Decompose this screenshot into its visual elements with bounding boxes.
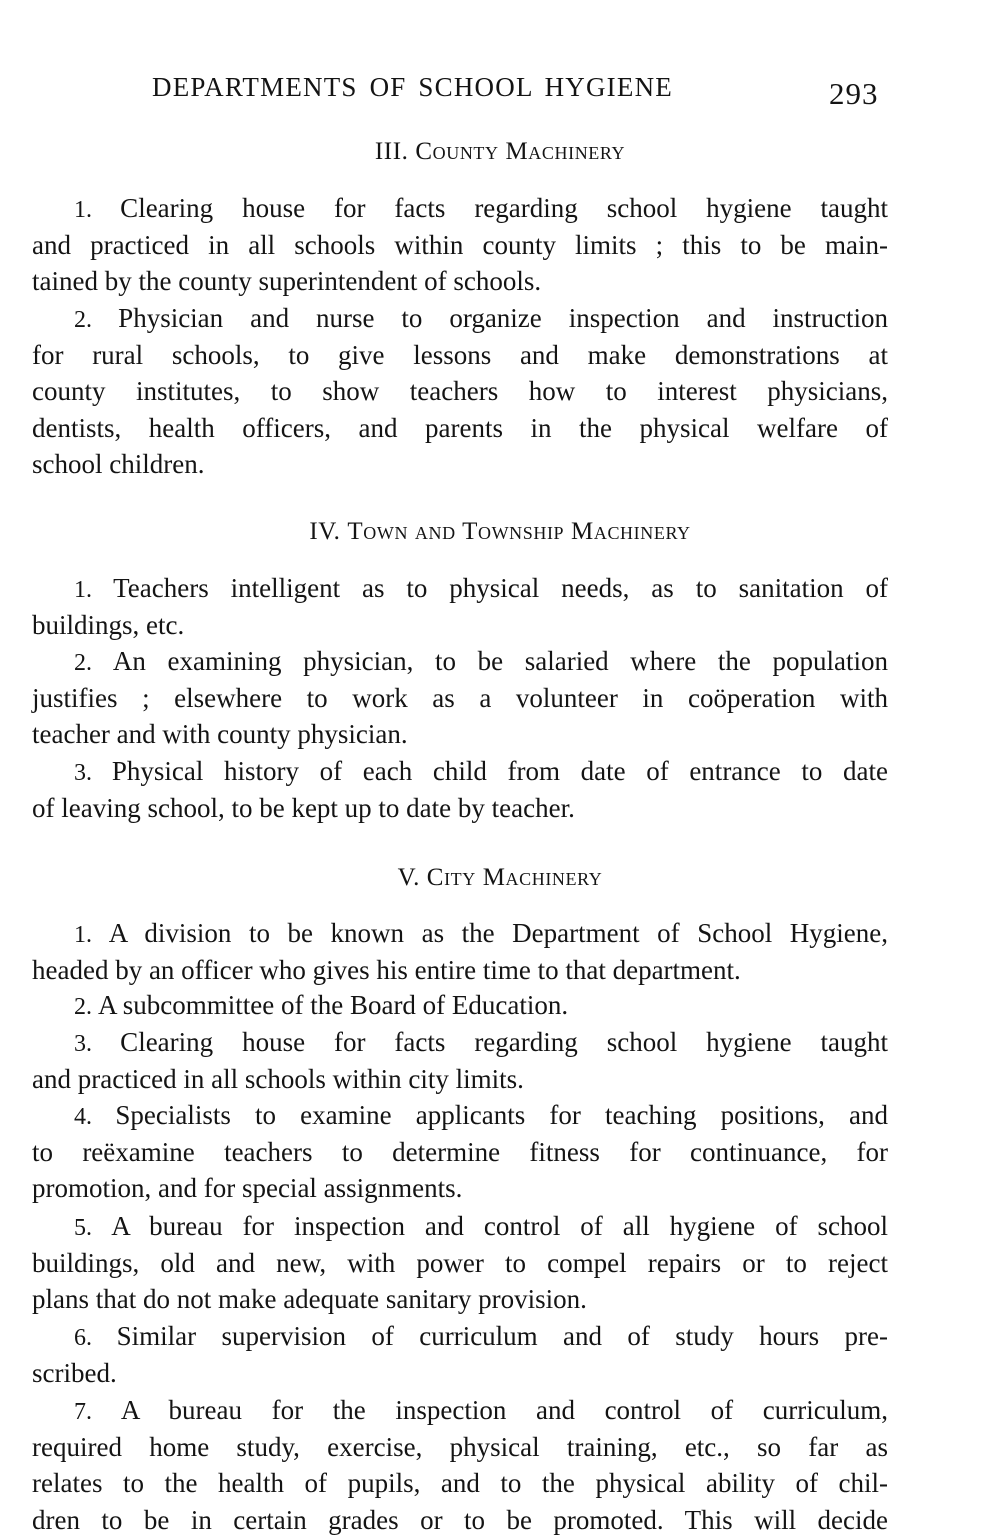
line-text: Physician and nurse to organize inspection and instruction [118, 303, 888, 333]
text-line [32, 1208, 888, 1245]
section-heading [0, 138, 1000, 166]
text-line [32, 446, 888, 483]
line-text: An examining physician, to be salaried where the population [113, 646, 888, 676]
line-text: teacher and with county physician. [32, 719, 408, 749]
line-text: to reëxamine teachers to determine fitness for continuance, for [32, 1137, 888, 1167]
line-text: buildings, old and new, with power to compel repairs or to reject [32, 1248, 888, 1278]
text-line [32, 1392, 888, 1429]
section-title: Town and Township Machinery [347, 518, 690, 545]
text-line [32, 1502, 888, 1538]
item-number: 1. [74, 922, 109, 948]
line-text: headed by an officer who gives his entire time to that department. [32, 955, 741, 985]
text-line [32, 753, 888, 790]
text-line [32, 1318, 888, 1355]
text-line [32, 1061, 888, 1098]
section-numeral: III. [375, 138, 415, 165]
list-item [32, 1024, 888, 1097]
list-item [32, 1318, 888, 1391]
line-text: A subcommittee of the Board of Education. [98, 990, 568, 1020]
text-line [32, 680, 888, 717]
item-number: 4. [74, 1104, 115, 1130]
line-text: A bureau for inspection and control of all hygiene of school [111, 1211, 888, 1241]
section-heading [0, 864, 1000, 892]
running-head [0, 72, 1000, 112]
line-text: Clearing house for facts regarding school hygiene taught [120, 1027, 888, 1057]
text-line [32, 952, 888, 989]
line-text: and practiced in all schools within county limits ; this to be main- [32, 230, 888, 260]
list-item [32, 1392, 888, 1538]
text-line [32, 570, 888, 607]
text-line [32, 263, 888, 300]
item-number: 3. [74, 1031, 120, 1057]
line-text: and practiced in all schools within city limits. [32, 1064, 524, 1094]
list-item [32, 643, 888, 753]
text-line [32, 410, 888, 447]
item-number: 7. [74, 1399, 121, 1425]
text-line [32, 643, 888, 680]
section-numeral: IV. [309, 518, 347, 545]
line-text: buildings, etc. [32, 610, 184, 640]
line-text: Physical history of each child from date of entrance to date [112, 756, 888, 786]
text-line [32, 1024, 888, 1061]
list-item [32, 1208, 888, 1318]
text-line [32, 1465, 888, 1502]
item-number: 2. [74, 650, 113, 676]
running-title: DEPARTMENTS OF SCHOOL HYGIENE [152, 72, 673, 103]
line-text: Teachers intelligent as to physical needs, as to sanitation of [113, 573, 888, 603]
item-number: 2. [74, 307, 118, 333]
line-text: Similar supervision of curriculum and of study hours pre- [117, 1321, 888, 1351]
line-text: relates to the health of pupils, and to the physical ability of chil- [32, 1468, 888, 1498]
line-text: Clearing house for facts regarding school hygiene taught [120, 193, 888, 223]
item-number: 5. [74, 1215, 111, 1241]
line-text: county institutes, to show teachers how to interest physicians, [32, 376, 888, 406]
page-number: 293 [829, 76, 879, 112]
line-text: justifies ; elsewhere to work as a volunteer in coöperation with [32, 683, 888, 713]
text-line [32, 1170, 888, 1207]
text-line [32, 300, 888, 337]
text-line [32, 1097, 888, 1134]
line-text: school children. [32, 449, 204, 479]
line-text: promotion, and for special assignments. [32, 1173, 462, 1203]
text-line [32, 227, 888, 264]
section-title: City Machinery [427, 864, 603, 891]
text-line [32, 1134, 888, 1171]
text-line [32, 337, 888, 374]
line-text: A bureau for the inspection and control of curriculum, [121, 1395, 888, 1425]
section-title: County Machinery [415, 138, 625, 165]
text-line [32, 607, 888, 644]
item-number: 2. [74, 994, 98, 1020]
text-line [32, 1281, 888, 1318]
line-text: scribed. [32, 1358, 117, 1388]
text-line [32, 373, 888, 410]
text-line [32, 190, 888, 227]
section-heading [0, 518, 1000, 546]
line-text: dren to be in certain grades or to be promoted. This will decide [32, 1505, 888, 1535]
line-text: dentists, health officers, and parents in the physical welfare of [32, 413, 888, 443]
list-item [32, 987, 888, 1024]
text-line [32, 1245, 888, 1282]
list-item [32, 1097, 888, 1207]
list-item [32, 190, 888, 300]
section-numeral: V. [398, 864, 427, 891]
item-number: 6. [74, 1325, 117, 1351]
item-number: 3. [74, 760, 112, 786]
item-number: 1. [74, 197, 120, 223]
text-line [32, 716, 888, 753]
list-item [32, 753, 888, 826]
text-line [32, 915, 888, 952]
text-line [32, 987, 888, 1024]
list-item [32, 570, 888, 643]
text-line [32, 790, 888, 827]
list-item [32, 915, 888, 988]
item-number: 1. [74, 577, 113, 603]
line-text: A division to be known as the Department of School Hygiene, [109, 918, 888, 948]
text-line [32, 1355, 888, 1392]
line-text: Specialists to examine applicants for teaching positions, and [115, 1100, 888, 1130]
line-text: required home study, exercise, physical training, etc., so far as [32, 1432, 888, 1462]
line-text: tained by the county superintendent of schools. [32, 266, 541, 296]
list-item [32, 300, 888, 483]
line-text: of leaving school, to be kept up to date by teacher. [32, 793, 575, 823]
line-text: plans that do not make adequate sanitary provision. [32, 1284, 587, 1314]
line-text: for rural schools, to give lessons and make demonstrations at [32, 340, 888, 370]
text-line [32, 1429, 888, 1466]
